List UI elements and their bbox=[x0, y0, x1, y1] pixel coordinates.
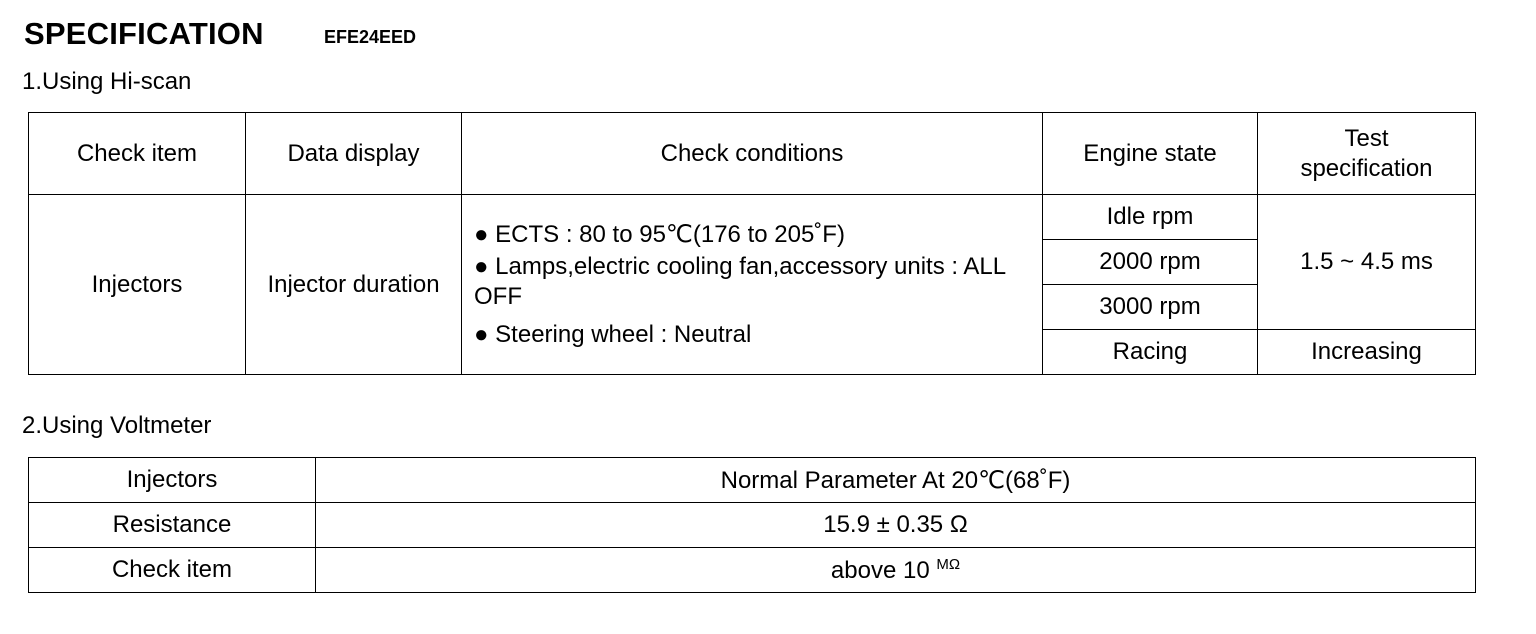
engine-state-cell: 3000 rpm bbox=[1043, 285, 1258, 330]
table-header-row bbox=[29, 113, 1476, 195]
row-value bbox=[316, 548, 1476, 593]
table-row bbox=[29, 503, 1476, 548]
value-text: above 10 bbox=[830, 556, 937, 584]
engine-state-cell: Racing bbox=[1043, 330, 1258, 375]
hiscan-spec-table bbox=[28, 112, 1476, 375]
condition-item: ● ECTS : 80 to 95℃(176 to 205˚F) bbox=[474, 220, 845, 248]
check-conditions-cell bbox=[462, 195, 1043, 375]
voltmeter-spec-table bbox=[28, 457, 1476, 593]
column-header: Engine state bbox=[1043, 113, 1258, 195]
test-spec-cell: Increasing bbox=[1258, 330, 1476, 375]
page-title: SPECIFICATION bbox=[24, 16, 264, 51]
table-header-row bbox=[29, 458, 1476, 503]
condition-item: ● Lamps,electric cooling fan,accessory units : ALL OFF bbox=[474, 252, 1006, 310]
test-spec-cell: 1.5 ~ 4.5 ms bbox=[1258, 195, 1476, 330]
row-label: Check item bbox=[29, 548, 316, 593]
column-header: Test specification bbox=[1258, 113, 1476, 195]
data-display-cell: Injector duration bbox=[246, 195, 462, 375]
condition-item: ● Steering wheel : Neutral bbox=[474, 320, 752, 348]
engine-state-cell: Idle rpm bbox=[1043, 195, 1258, 240]
column-header: Data display bbox=[246, 113, 462, 195]
table-row bbox=[29, 548, 1476, 593]
unit-text: MΩ bbox=[936, 555, 961, 573]
table-row bbox=[29, 195, 1476, 240]
column-header: Injectors bbox=[29, 458, 316, 503]
column-header: Normal Parameter At 20℃(68˚F) bbox=[316, 458, 1476, 503]
row-label: Resistance bbox=[29, 503, 316, 548]
engine-state-cell: 2000 rpm bbox=[1043, 240, 1258, 285]
document-code: EFE24EED bbox=[324, 27, 417, 47]
section-heading-voltmeter: 2.Using Voltmeter bbox=[22, 412, 212, 439]
column-header: Check item bbox=[29, 113, 246, 195]
section-heading-hiscan: 1.Using Hi-scan bbox=[22, 68, 192, 95]
row-value: 15.9 ± 0.35 Ω bbox=[316, 503, 1476, 548]
column-header: Check conditions bbox=[462, 113, 1043, 195]
check-item-cell: Injectors bbox=[29, 195, 246, 375]
